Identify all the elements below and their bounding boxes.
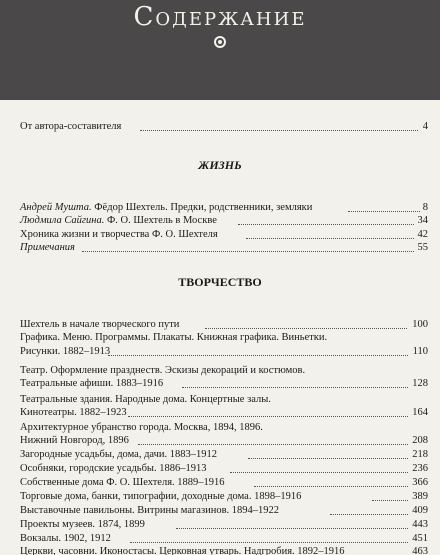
- toc-entry-page: 463: [412, 546, 428, 555]
- toc-entry-page: 164: [412, 407, 428, 418]
- toc-entry-title: Особняки, городские усадьбы. 1886–1913: [20, 463, 207, 474]
- page-title: Содержание: [133, 2, 307, 32]
- toc-entry-title: Проекты музеев. 1874, 1899: [20, 519, 145, 530]
- toc-entry-title: Примечания: [20, 242, 75, 253]
- toc-entry-title: Графика. Меню. Программы. Плакаты. Книжная графика. Виньетки.: [20, 332, 328, 343]
- toc-entry-intro[interactable]: [0, 120, 440, 134]
- toc-entry-page: 42: [417, 229, 428, 240]
- toc-entry-title: Кинотеатры. 1882–1923: [20, 407, 127, 418]
- toc-entry-page: 208: [412, 435, 428, 446]
- toc-entry[interactable]: [0, 345, 440, 359]
- leader-dots: [108, 342, 408, 356]
- toc-entry-title: Торговые дома, банки, типографии, доходные дома. 1898–1916: [20, 491, 302, 502]
- toc-entry[interactable]: [0, 406, 440, 420]
- leader-dots: [372, 487, 408, 501]
- leader-dots: [130, 529, 408, 543]
- toc-entry-title: Театральные здания. Народные дома. Концертные залы.: [20, 394, 271, 405]
- leader-dots: [140, 117, 418, 131]
- leader-dots: [248, 445, 408, 459]
- toc-entry-page: 34: [417, 215, 428, 226]
- toc-entry-page: 451: [412, 533, 428, 544]
- toc-entry[interactable]: [0, 318, 440, 332]
- toc-entry[interactable]: [0, 545, 440, 555]
- section-heading-life: ЖИЗНЬ: [198, 158, 242, 172]
- toc-entry-title: Хроника жизни и творчества Ф. О. Шехтеля: [20, 229, 218, 240]
- leader-dots: [330, 501, 408, 515]
- toc-entry-title: Архитектурное убранство города. Москва, 1894, 1896.: [20, 422, 263, 433]
- toc-entry[interactable]: [0, 532, 440, 546]
- leader-dots: [348, 198, 420, 212]
- toc-entry-title: Вокзалы. 1902, 1912: [20, 533, 111, 544]
- toc-entry-page: 100: [412, 319, 428, 330]
- toc-entry-page: 409: [412, 505, 428, 516]
- toc-entry-title: Выставочные павильоны. Витрины магазинов. 1894–1922: [20, 505, 280, 516]
- leader-dots: [176, 515, 408, 529]
- leader-dots: [82, 238, 414, 252]
- toc-entry-title: От автора-составителя: [20, 121, 122, 132]
- toc-entry-page: 236: [412, 463, 428, 474]
- leader-dots: [246, 225, 414, 239]
- toc-entry-title: Церкви, часовни. Иконостасы. Церковная утварь. Надгробия. 1892–1916: [20, 546, 345, 555]
- toc-entry-title: Театр. Оформление празднеств. Эскизы декораций и костюмов.: [20, 365, 306, 376]
- leader-dots: [238, 211, 414, 225]
- toc-entry-title: Шехтель в начале творческого пути: [20, 319, 180, 330]
- ornament-icon: [214, 36, 226, 48]
- toc-entry-page: 218: [412, 449, 428, 460]
- toc-entry-title: Нижний Новгород, 1896: [20, 435, 129, 446]
- toc-entry-title: Загородные усадьбы, дома, дачи. 1883–1912: [20, 449, 218, 460]
- section-heading-work: ТВОРЧЕСТВО: [178, 275, 262, 289]
- leader-dots: [230, 459, 408, 473]
- toc-entry[interactable]: [0, 377, 440, 391]
- toc-entry-title: Рисунки. 1882–1913: [20, 346, 111, 357]
- toc-entry-page: 389: [412, 491, 428, 502]
- toc-entry-title: Собственные дома Ф. О. Шехтеля. 1889–1916: [20, 477, 225, 488]
- toc-entry-title: Театральные афиши. 1883–1916: [20, 378, 164, 389]
- toc-entry-page: 443: [412, 519, 428, 530]
- toc-entry-title: Ф. О. Шехтель в Москве: [104, 215, 217, 226]
- toc-entry-page: 4: [422, 121, 428, 132]
- leader-dots: [128, 403, 408, 417]
- toc-entry-title: Фёдор Шехтель. Предки, родственники, земляки: [91, 202, 313, 213]
- leader-dots: [254, 473, 408, 487]
- leader-dots: [182, 374, 408, 388]
- leader-dots: [205, 315, 407, 329]
- toc-entry-page: 55: [417, 242, 428, 253]
- toc-entry-page: 110: [412, 346, 428, 357]
- toc-entry-page: 8: [422, 202, 428, 213]
- toc-entry-author: Людмила Сайгина.: [20, 215, 105, 226]
- leader-dots: [138, 431, 408, 445]
- toc-entry-page: 128: [412, 378, 428, 389]
- toc-entry-author: Андрей Мушта.: [20, 202, 92, 213]
- toc-entry-page: 366: [412, 477, 428, 488]
- header-band: [0, 0, 440, 100]
- toc-entry[interactable]: [0, 241, 440, 255]
